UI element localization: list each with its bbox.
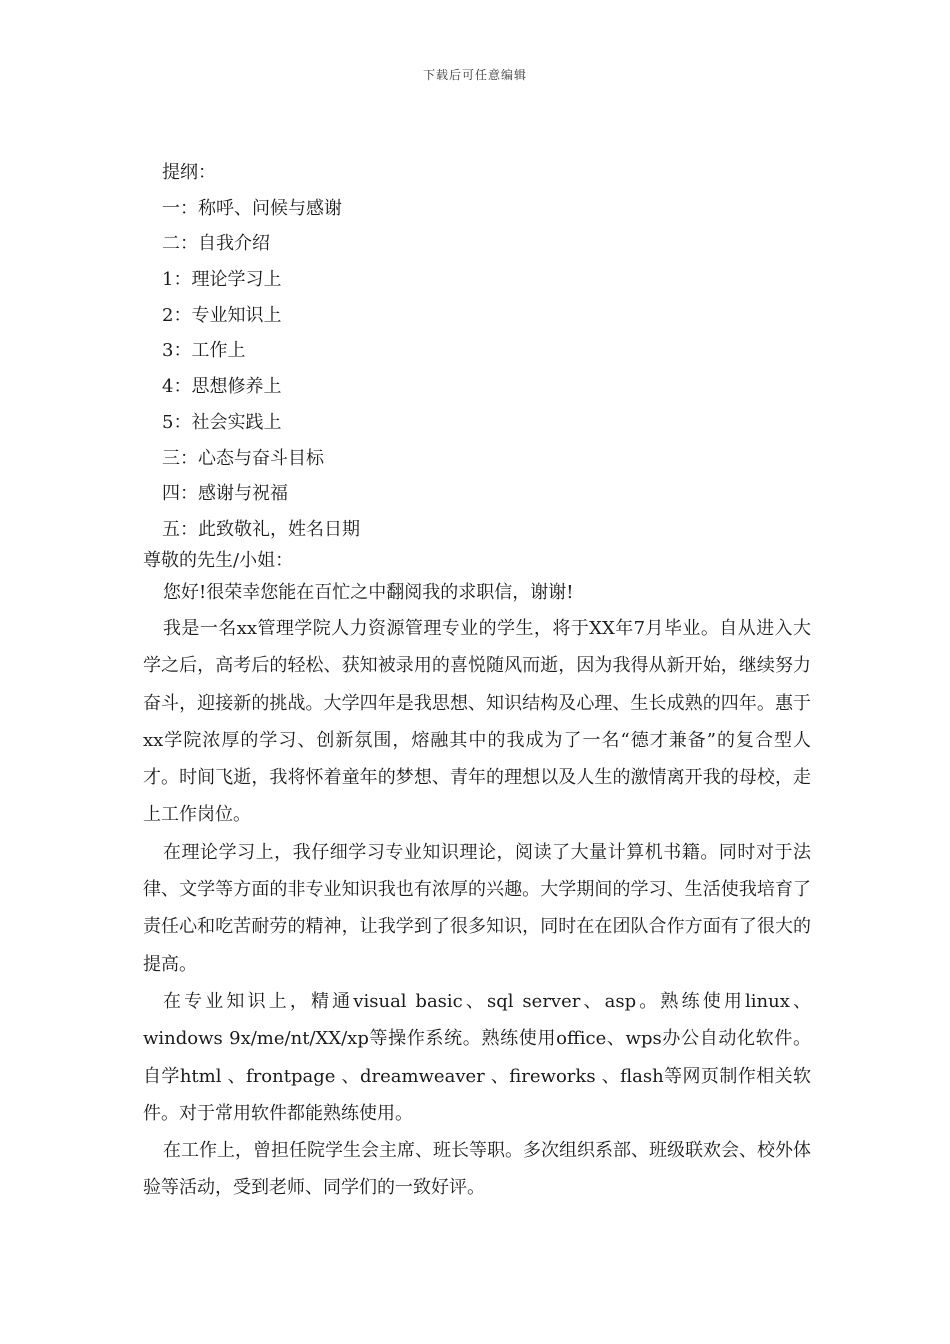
outline-item: 2：专业知识上 [162,304,282,326]
theory-study-paragraph: 在理论学习上，我仔细学习专业知识理论，阅读了大量计算机书籍。同时对于法律、文学等方面的非专业知识我也有浓厚的兴趣。大学期间的学习、生活使我培育了责任心和吃苦耐劳的精神，让我学到了很多知识，同时在在团队合作方面有了很大的提高。 [143,841,811,975]
work-experience-paragraph: 在工作上，曾担任院学生会主席、班长等职。多次组织系部、班级联欢会、校外体验等活动，受到老师、同学们的一致好评。 [143,1140,811,1199]
intro-paragraph: 我是一名xx管理学院人力资源管理专业的学生，将于XX年7月毕业。自从进入大学之后，高考后的轻松、获知被录用的喜悦随风而逝，因为我得从新开始，继续努力奋斗，迎接新的挑战。大学四年是我思想、知识结构及心理、生长成熟的四年。惠于xx学院浓厚的学习、创新氛围，熔融其中的我成为了一名“德才兼备”的复合型人才。时间飞逝，我将怀着童年的梦想、青年的理想以及人生的激情离开我的母校，走上工作岗位。 [143,618,811,826]
salutation: 尊敬的先生/小姐： [143,550,294,571]
greeting-paragraph: 您好!很荣幸您能在百忙之中翻阅我的求职信，谢谢! [163,582,574,603]
outline-item: 4：思想修养上 [162,376,282,398]
outline-item: 四：感谢与祝福 [162,483,288,505]
outline-item: 一：称呼、问候与感谢 [162,197,342,219]
letter-body [143,546,811,1207]
outline-list [162,155,822,548]
outline-item: 5：社会实践上 [162,411,282,433]
outline-item: 二：自我介绍 [162,233,270,255]
professional-skills-paragraph: 在专业知识上，精通visual basic、sql server、asp。熟练使用linux、windows 9x/me/nt/XX/xp等操作系统。熟练使用office、wps办公自动化软件。自学html 、frontpage 、dreamweaver 、fireworks 、flash等网页制作相关软件。对于常用软件都能熟练使用。 [143,990,811,1124]
page-header: 下载后可任意编辑 [422,68,527,82]
outline-item: 1：理论学习上 [162,269,282,291]
outline-item: 五：此致敬礼，姓名日期 [162,518,360,540]
outline-title: 提纲： [162,162,216,183]
outline-item: 3：工作上 [162,340,246,362]
outline-item: 三：心态与奋斗目标 [162,447,324,469]
